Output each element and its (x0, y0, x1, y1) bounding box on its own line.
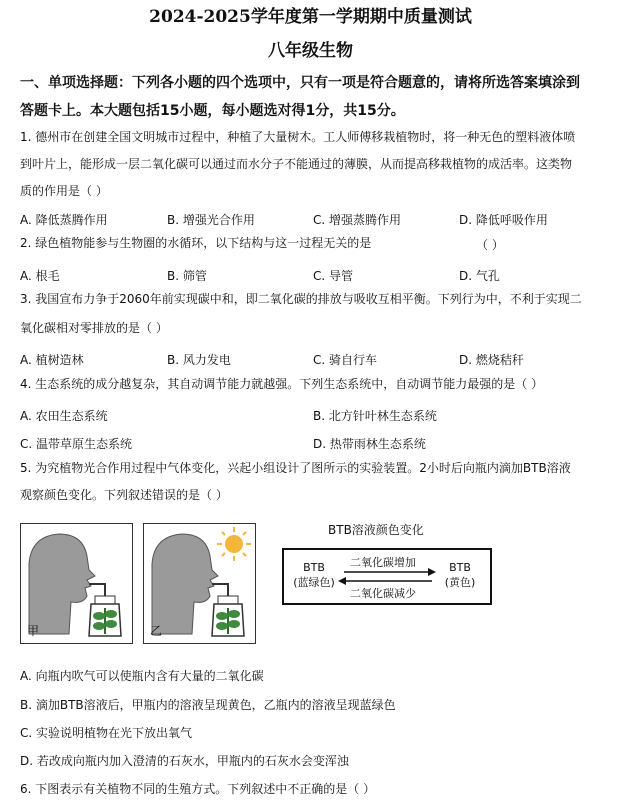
figure-label-a: 甲 (27, 624, 40, 638)
question-2-line1: 2. 绿色植物能参与生物圈的水循环，以下结构与这一过程无关的是 (20, 236, 372, 250)
btb-left-color: (蓝绿色) (293, 576, 335, 589)
q2-option-a: A. 根毛 (20, 269, 60, 283)
figure-label-b: 乙 (150, 624, 163, 638)
btb-right-color: (黄色) (444, 576, 476, 589)
figure-panel-a (20, 523, 133, 644)
btb-right-name: BTB (449, 561, 471, 574)
question-3-line1: 3. 我国宣布力争于2060年前实现碳中和，即二氧化碳的排放与吸收互相平衡。下列行为中，不利于实现二 (20, 292, 582, 306)
q2-option-b: B. 筛管 (167, 269, 207, 283)
question-1-line2: 到叶片上，能形成一层二氧化碳可以通过而水分子不能通过的薄膜，从而提高移栽植物的成活率。这类物 (20, 157, 573, 171)
question-2-paren: （ ） (476, 238, 504, 252)
question-6-line1: 6. 下图表示有关植物不同的生殖方式。下列叙述中不正确的是（ ） (20, 782, 376, 796)
q3-option-a: A. 植树造林 (20, 353, 84, 367)
exam-subtitle: 八年级生物 (268, 41, 353, 61)
q4-option-d: D. 热带雨林生态系统 (313, 437, 426, 451)
q5-option-b: B. 滴加BTB溶液后，甲瓶内的溶液呈现黄色，乙瓶内的溶液呈现蓝绿色 (20, 698, 396, 712)
arrow-co2-increase-label: 二氧化碳增加 (350, 556, 416, 569)
q2-option-d: D. 气孔 (459, 269, 500, 283)
q1-option-b: B. 增强光合作用 (167, 213, 255, 227)
question-5-line2: 观察颜色变化。下列叙述错误的是（ ） (20, 488, 228, 502)
q3-option-c: C. 骑自行车 (313, 353, 378, 367)
q1-option-d: D. 降低呼吸作用 (459, 213, 548, 227)
section-heading-line2: 答题卡上。本大题包括15小题，每小题选对得1分，共15分。 (20, 103, 405, 119)
q4-option-c: C. 温带草原生态系统 (20, 437, 133, 451)
btb-diagram-box (282, 548, 492, 605)
question-5-line1: 5. 为究植物光合作用过程中气体变化，兴起小组设计了图所示的实验装置。2小时后向瓶内滴加BTB溶液 (20, 461, 571, 475)
q3-option-d: D. 燃烧秸秆 (459, 353, 524, 367)
q1-option-a: A. 降低蒸腾作用 (20, 213, 108, 227)
q4-option-b: B. 北方针叶林生态系统 (313, 409, 437, 423)
btb-diagram-title: BTB溶液颜色变化 (328, 523, 424, 537)
section-heading-line1: 一、单项选择题：下列各小题的四个选项中，只有一项是符合题意的，请将所选答案填涂到 (20, 75, 580, 91)
question-1-line1: 1. 德州市在创建全国文明城市过程中，种植了大量树木。工人师傅移栽植物时，将一种无色的塑料液体喷 (20, 130, 576, 144)
q4-option-a: A. 农田生态系统 (20, 409, 108, 423)
question-1-line3: 质的作用是（ ） (20, 184, 108, 198)
q1-option-c: C. 增强蒸腾作用 (313, 213, 402, 227)
question-4-line1: 4. 生态系统的成分越复杂，其自动调节能力就越强。下列生态系统中，自动调节能力最强的是（ ） (20, 377, 544, 391)
exam-title: 2024-2025学年度第一学期期中质量测试 (149, 7, 472, 27)
arrow-co2-decrease-label: 二氧化碳减少 (350, 587, 416, 600)
btb-left-name: BTB (303, 561, 325, 574)
q5-option-a: A. 向瓶内吹气可以使瓶内含有大量的二氧化碳 (20, 669, 264, 683)
q5-option-d: D. 若改成向瓶内加入澄清的石灰水，甲瓶内的石灰水会变浑浊 (20, 754, 349, 768)
figure-panel-b (143, 523, 256, 644)
q3-option-b: B. 风力发电 (167, 353, 231, 367)
question-3-line2: 氧化碳相对零排放的是（ ） (20, 321, 168, 335)
sun-icon (217, 527, 251, 561)
q5-option-c: C. 实验说明植物在光下放出氧气 (20, 726, 193, 740)
q2-option-c: C. 导管 (313, 269, 354, 283)
